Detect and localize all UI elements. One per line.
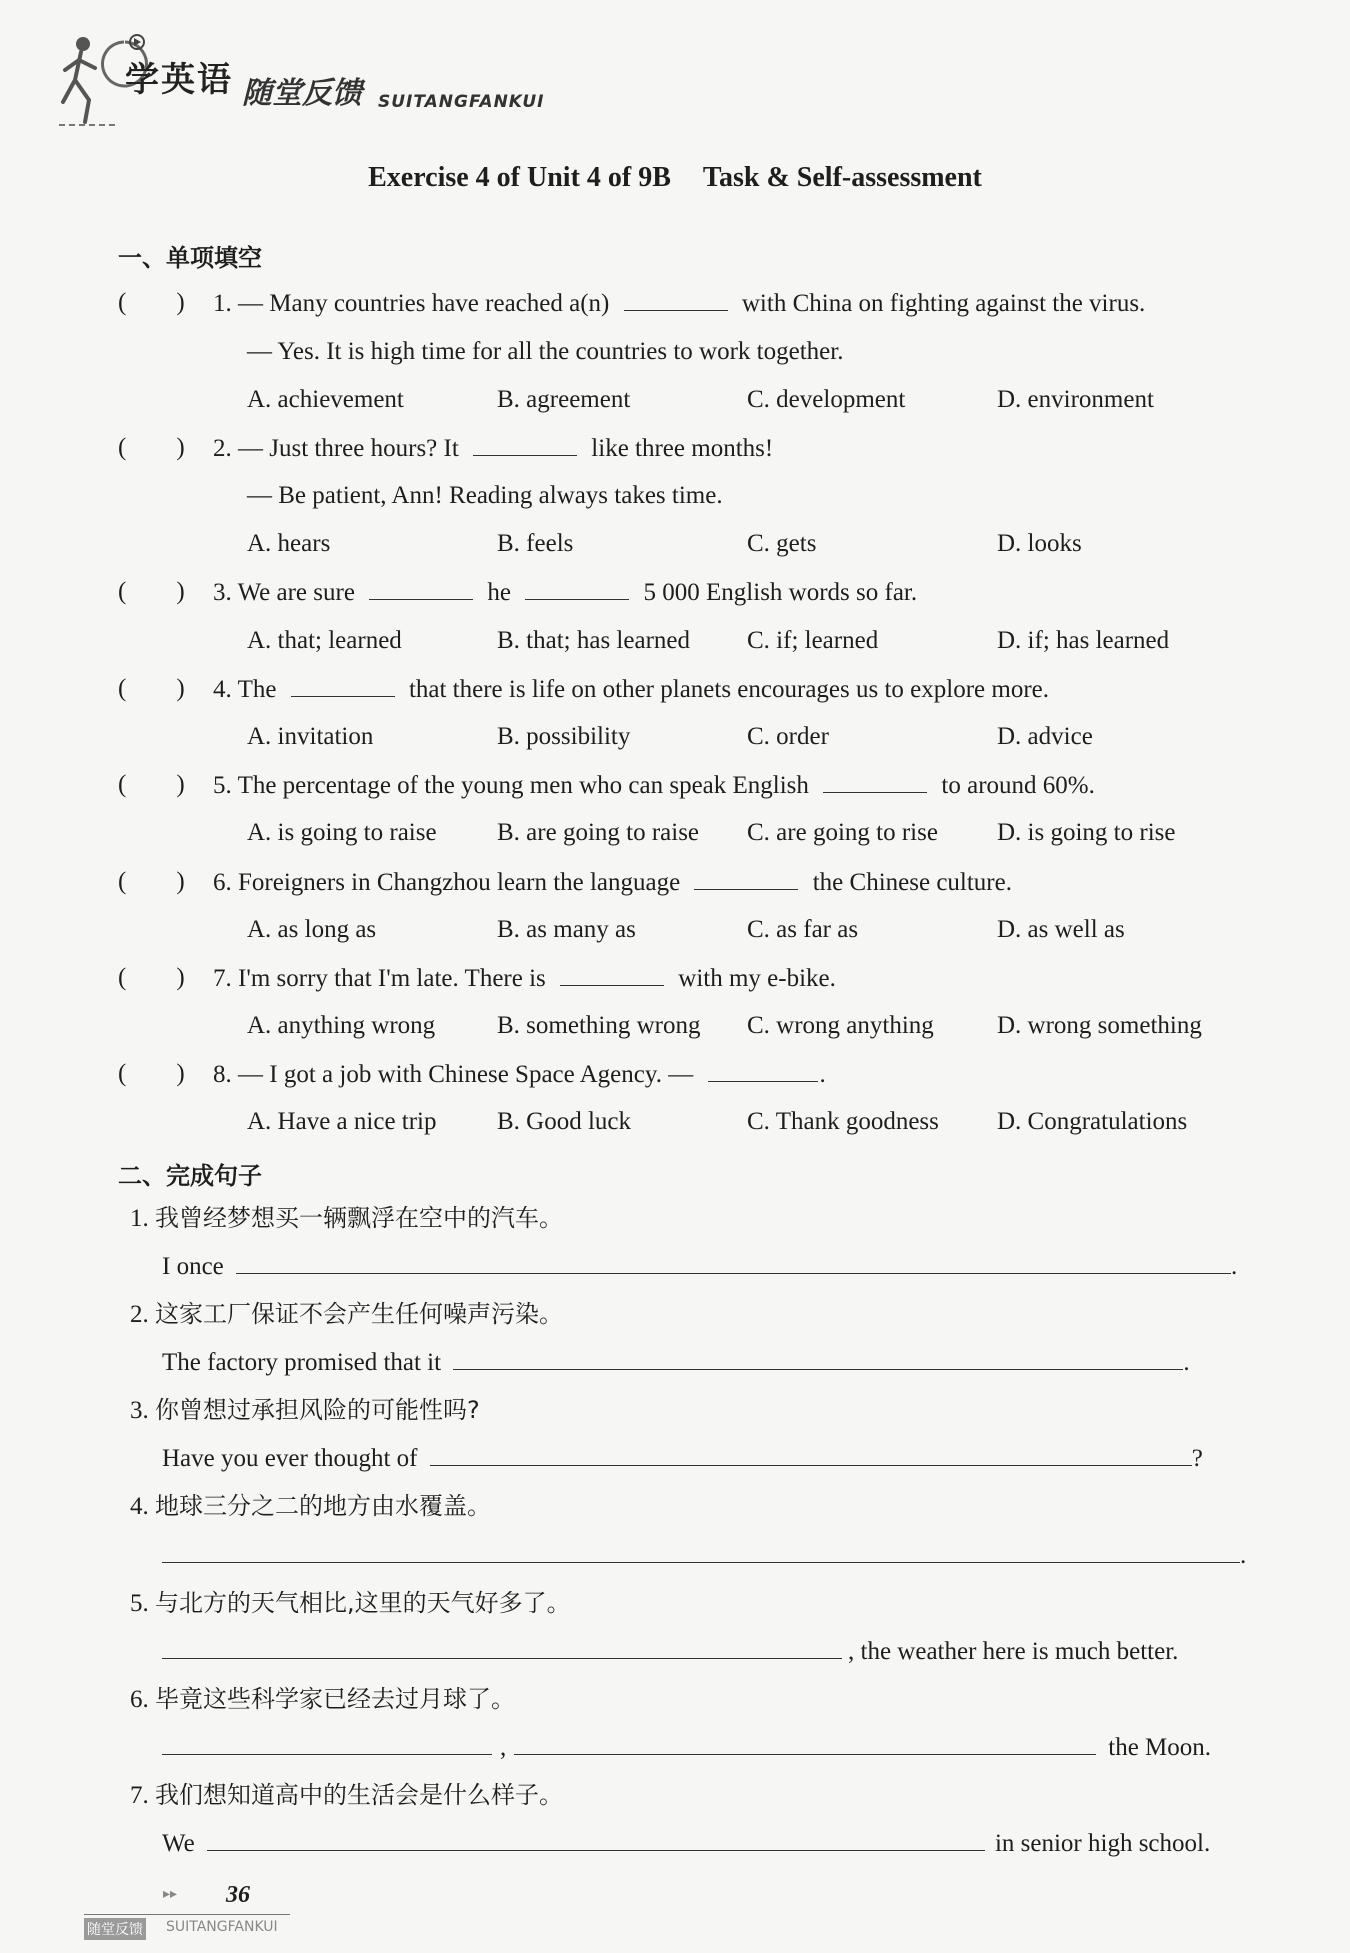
- answer-line[interactable]: [236, 1251, 1231, 1274]
- answer-line[interactable]: [514, 1732, 1096, 1755]
- question-6: 6. Foreigners in Changzhou learn the language the Chinese culture.: [213, 869, 1012, 896]
- option-b: B. are going to raise: [497, 819, 700, 846]
- question-4: 4. The that there is life on other planets encourages us to explore more.: [213, 676, 1050, 703]
- question-7: 7. I'm sorry that I'm late. There is with my e-bike.: [213, 965, 836, 992]
- sentence-item-6-answer: , the Moon.: [162, 1732, 1211, 1763]
- footer-label-en: SUITANGFANKUI: [166, 1919, 278, 1935]
- answer-line[interactable]: [162, 1732, 492, 1755]
- answer-bracket[interactable]: ( ): [118, 964, 185, 991]
- option-a: A. achievement: [247, 386, 404, 413]
- answer-bracket[interactable]: ( ): [118, 868, 185, 895]
- section-heading-multiple-choice: 一、单项填空: [118, 244, 262, 272]
- option-b: B. feels: [497, 530, 574, 557]
- option-c: C. development: [747, 386, 906, 413]
- option-d: D. looks: [997, 530, 1082, 557]
- sentence-item-3-answer: Have you ever thought of ?: [162, 1445, 1203, 1472]
- option-a: A. invitation: [247, 723, 374, 750]
- answer-bracket[interactable]: ( ): [118, 771, 185, 798]
- answer-line[interactable]: [430, 1443, 1192, 1466]
- option-a: A. that; learned: [247, 627, 402, 654]
- sentence-item-2: 2. 这家工厂保证不会产生任何噪声污染。: [130, 1300, 563, 1328]
- header-logo: [55, 30, 575, 130]
- option-b: B. that; has learned: [497, 627, 690, 654]
- option-c: C. if; learned: [747, 627, 879, 654]
- option-c: C. gets: [747, 530, 817, 557]
- answer-line[interactable]: [207, 1828, 985, 1851]
- option-c: C. Thank goodness: [747, 1108, 939, 1135]
- page-title: [0, 162, 1350, 194]
- sentence-item-5: 5. 与北方的天气相比,这里的天气好多了。: [130, 1589, 571, 1617]
- logo-subtitle-en: SUITANGFANKUI: [378, 92, 545, 112]
- sentence-item-1-answer: I once .: [162, 1253, 1238, 1280]
- sentence-item-7: 7. 我们想知道高中的生活会是什么样子。: [130, 1781, 563, 1809]
- question-8: 8. — I got a job with Chinese Space Agency. — .: [213, 1061, 826, 1088]
- answer-line[interactable]: [162, 1636, 842, 1659]
- option-b: B. as many as: [497, 916, 636, 943]
- sentence-item-1: 1. 我曾经梦想买一辆飘浮在空中的汽车。: [130, 1204, 563, 1232]
- double-arrow-icon: ▸▸: [163, 1887, 178, 1902]
- sentence-item-2-answer: The factory promised that it .: [162, 1349, 1190, 1376]
- sentence-item-7-answer: We in senior high school.: [162, 1830, 1211, 1857]
- option-b: B. something wrong: [497, 1012, 701, 1039]
- answer-line[interactable]: [162, 1540, 1240, 1563]
- sentence-item-4: 4. 地球三分之二的地方由水覆盖。: [130, 1492, 491, 1520]
- option-b: B. possibility: [497, 723, 631, 750]
- answer-bracket[interactable]: ( ): [118, 1060, 185, 1087]
- logo-title-cn: 学英语: [125, 60, 233, 100]
- answer-blank[interactable]: [369, 577, 473, 600]
- option-c: C. wrong anything: [747, 1012, 934, 1039]
- option-a: A. hears: [247, 530, 331, 557]
- question-1: 1. — Many countries have reached a(n) with China on fighting against the virus.: [213, 290, 1146, 317]
- title-task: Task & Self-assessment: [702, 162, 982, 193]
- option-a: A. Have a nice trip: [247, 1108, 437, 1135]
- answer-bracket[interactable]: ( ): [118, 289, 185, 316]
- sentence-item-3: 3. 你曾想过承担风险的可能性吗?: [130, 1396, 480, 1424]
- question-1-reply: — Yes. It is high time for all the countries to work together.: [247, 338, 844, 365]
- option-c: C. are going to rise: [747, 819, 938, 846]
- answer-blank[interactable]: [694, 867, 798, 890]
- sentence-item-6: 6. 毕竟这些科学家已经去过月球了。: [130, 1685, 515, 1713]
- answer-bracket[interactable]: ( ): [118, 675, 185, 702]
- page-number: 36: [226, 1882, 250, 1908]
- option-b: B. Good luck: [497, 1108, 632, 1135]
- answer-blank[interactable]: [823, 770, 927, 793]
- answer-blank[interactable]: [560, 963, 664, 986]
- footer-label-cn: 随堂反馈: [84, 1918, 146, 1940]
- option-b: B. agreement: [497, 386, 631, 413]
- option-c: C. as far as: [747, 916, 859, 943]
- option-c: C. order: [747, 723, 829, 750]
- option-d: D. if; has learned: [997, 627, 1170, 654]
- question-2-reply: — Be patient, Ann! Reading always takes time.: [247, 482, 723, 509]
- logo-subtitle-cn: 随堂反馈: [242, 76, 362, 111]
- footer-divider: [84, 1914, 290, 1915]
- answer-bracket[interactable]: ( ): [118, 434, 185, 461]
- sentence-item-4-answer: .: [162, 1540, 1246, 1571]
- option-d: D. environment: [997, 386, 1154, 413]
- option-d: D. Congratulations: [997, 1108, 1188, 1135]
- option-a: A. anything wrong: [247, 1012, 436, 1039]
- answer-bracket[interactable]: ( ): [118, 578, 185, 605]
- answer-blank[interactable]: [708, 1059, 818, 1082]
- question-2: 2. — Just three hours? It like three months!: [213, 435, 774, 462]
- answer-blank[interactable]: [473, 433, 577, 456]
- answer-line[interactable]: [453, 1347, 1183, 1370]
- option-d: D. is going to rise: [997, 819, 1176, 846]
- option-a: A. as long as: [247, 916, 377, 943]
- option-d: D. advice: [997, 723, 1093, 750]
- section-heading-complete-sentences: 二、完成句子: [118, 1162, 262, 1190]
- option-d: D. wrong something: [997, 1012, 1202, 1039]
- answer-blank[interactable]: [624, 288, 728, 311]
- answer-blank[interactable]: [291, 674, 395, 697]
- sentence-item-5-answer: , the weather here is much better.: [162, 1636, 1178, 1667]
- option-a: A. is going to raise: [247, 819, 437, 846]
- question-5: 5. The percentage of the young men who can speak English to around 60%.: [213, 772, 1095, 799]
- question-3: 3. We are sure he 5 000 English words so far.: [213, 579, 918, 606]
- answer-blank[interactable]: [525, 577, 629, 600]
- title-exercise: Exercise 4 of Unit 4 of 9B: [368, 162, 671, 193]
- option-d: D. as well as: [997, 916, 1125, 943]
